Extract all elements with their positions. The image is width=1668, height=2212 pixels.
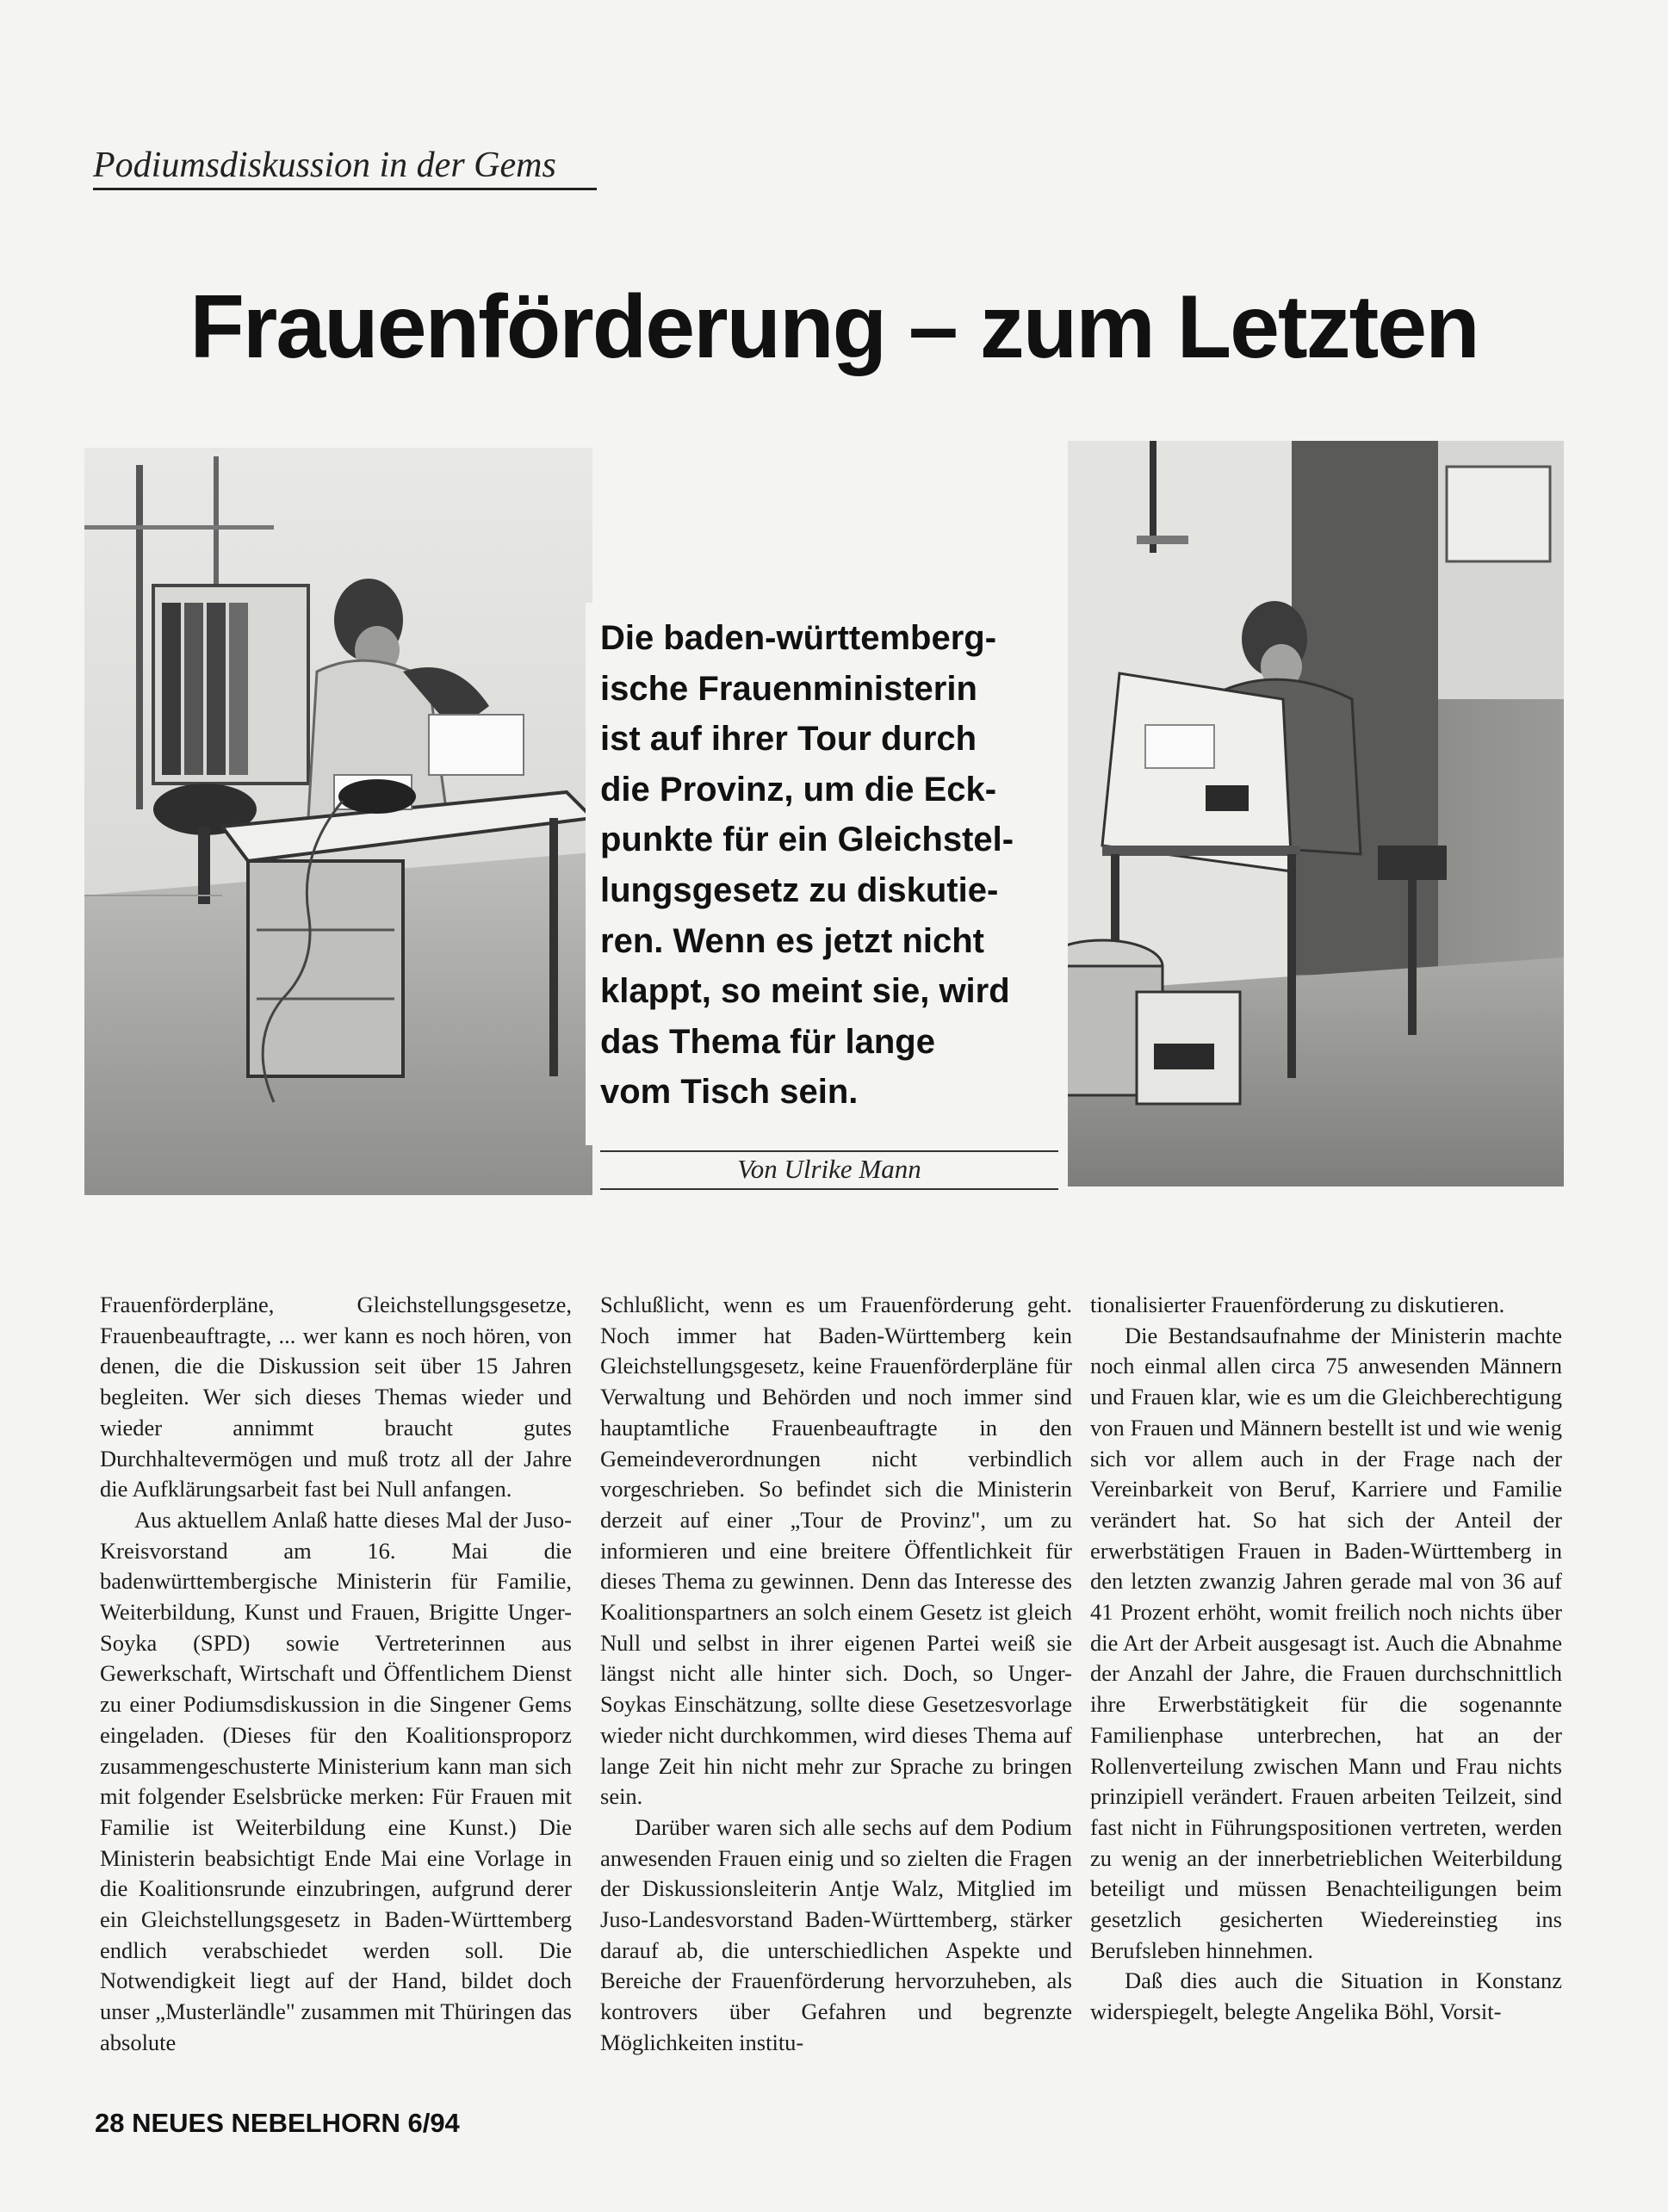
body-column-3 bbox=[1090, 1290, 1562, 2028]
headline: Frauenförderung – zum Letzten bbox=[189, 277, 1479, 377]
photo-office-right bbox=[1068, 441, 1564, 1187]
section-kicker: Podiumsdiskussion in der Gems bbox=[93, 146, 556, 185]
paragraph: Schlußlicht, wenn es um Frauenförderung geht. Noch immer hat Baden-Württemberg kein Gleichstellungsgesetz, keine Frauenförderpläne für Verwaltung und Behörden und noch immer sind hauptamtliche Frauenbeauftragte in den Gemeindeverordnungen nicht verbindlich vorgeschrieben. So befindet sich die Ministerin derzeit auf einer „Tour de Provinz", um zu informieren und eine breitere Öffentlichkeit für dieses Thema zu gewinnen. Denn das Interesse des Koalitionspartners an solch einem Gesetz ist gleich Null und selbst in ihrer eigenen Partei weiß sie längst nicht alle hinter sich. Doch, so Unger-Soykas Einschätzung, sollte diese Gesetzesvorlage wieder nicht durchkommen, wird dieses Thema auf lange Zeit hin nicht mehr zur Sprache zu bringen sein. bbox=[600, 1292, 1072, 1810]
photo-office-right-image bbox=[1068, 441, 1564, 1187]
byline-rule-top bbox=[600, 1150, 1058, 1152]
body-column-2 bbox=[600, 1290, 1072, 2059]
paragraph: Daß dies auch die Situation in Konstanz widerspiegelt, belegte Angelika Böhl, Vorsit- bbox=[1090, 1967, 1562, 2025]
photo-office-left-image bbox=[84, 448, 592, 1195]
paragraph: Darüber waren sich alle sechs auf dem Podium anwesenden Frauen einig und so zielten die Fragen der Diskussionsleiterin Antje Walz, Mitglied im Juso-Landesvorstand Baden-Württemberg, stärker darauf ab, die unterschiedlichen Aspekte und Bereiche der Frauenförderung hervorzuheben, als kontrovers über Gefahren und begrenzte Möglichkeiten institu- bbox=[600, 1813, 1072, 2055]
paragraph: Aus aktuellem Anlaß hatte dieses Mal der Juso-Kreisvorstand am 16. Mai die badenwürttembergische Ministerin für Familie, Weiterbildung, Kunst und Frauen, Brigitte Unger-Soyka (SPD) sowie Vertreterinnen aus Gewerkschaft, Wirtschaft und Öffentlichem Dienst zu einer Podiumsdiskussion in die Singener Gems eingeladen. (Dieses für den Koalitionsproporz zusammengeschusterte Ministerium kann man sich mit folgender Eselsbrücke merken: Für Frauen mit Familie ist Weiterbildung eine Kunst.) Die Ministerin beabsichtigt Ende Mai eine Vorlage in die Koalitionsrunde einzubringen, aufgrund derer ein Gleichstellungsgesetz in Baden-Württemberg endlich verabschiedet werden soll. Die Notwendigkeit liegt auf der Hand, bildet doch unser „Musterländle" zusammen mit Thüringen das absolute bbox=[100, 1506, 572, 2055]
byline: Von Ulrike Mann bbox=[737, 1154, 921, 1184]
paragraph: Frauenförderpläne, Gleichstellungsgesetze, Frauenbeauftragte, ... wer kann es noch hören, von denen, die die Diskussion seit über 15 Jahren begleiten. Wer sich dieses Themas wieder und wieder annimmt braucht gutes Durchhaltevermögen und muß trotz all der Jahre die Aufklärungsarbeit fast bei Null anfangen. bbox=[100, 1292, 572, 1503]
lead-paragraph: Die baden-württemberg- ische Frauenministerin ist auf ihrer Tour durch die Provinz, um die Eck- punkte für ein Gleichstel- lungsgesetz zu diskutie- ren. Wenn es jetzt nicht klappt, so meint sie, wird das Thema für lange vom Tisch sein. bbox=[600, 619, 1014, 1112]
kicker-underline bbox=[93, 188, 597, 190]
paragraph: tionalisierter Frauenförderung zu diskutieren. bbox=[1090, 1292, 1505, 1317]
paragraph: Die Bestandsaufnahme der Ministerin machte noch einmal allen circa 75 anwesenden Männern und Frauen klar, wie es um die Gleichberechtigung von Frauen und Männern bestellt ist und wie wenig sich vor allem auch in der Frage nach der Vereinbarkeit von Beruf, Karriere und Familie verändert hat. So hat sich der Anteil der erwerbstätigen Frauen in Baden-Württemberg in den letzten zwanzig Jahren gerade mal von 36 auf 41 Prozent erhöht, womit freilich noch nichts über die Art der Arbeit ausgesagt ist. Auch die Abnahme der Anzahl der Jahre, die Frauen durchschnittlich ihre Erwerbstätigkeit für die sogenannte Familienphase unterbrechen, hat an der Rollenverteilung zwischen Mann und Frau nichts prinzipiell verändert. Frauen arbeiten Teilzeit, sind fast nicht in Führungspositionen vertreten, werden zu wenig an der innerbetrieblichen Weiterbildung beteiligt und müssen Benachteiligungen beim gesetzlich gesicherten Wiedereinstieg ins Berufsleben hinnehmen. bbox=[1090, 1322, 1562, 1963]
page-footer: 28 NEUES NEBELHORN 6/94 bbox=[95, 2108, 460, 2138]
photo-office-left bbox=[84, 448, 592, 1195]
body-column-1 bbox=[100, 1290, 572, 2059]
byline-rule-bottom bbox=[600, 1188, 1058, 1190]
